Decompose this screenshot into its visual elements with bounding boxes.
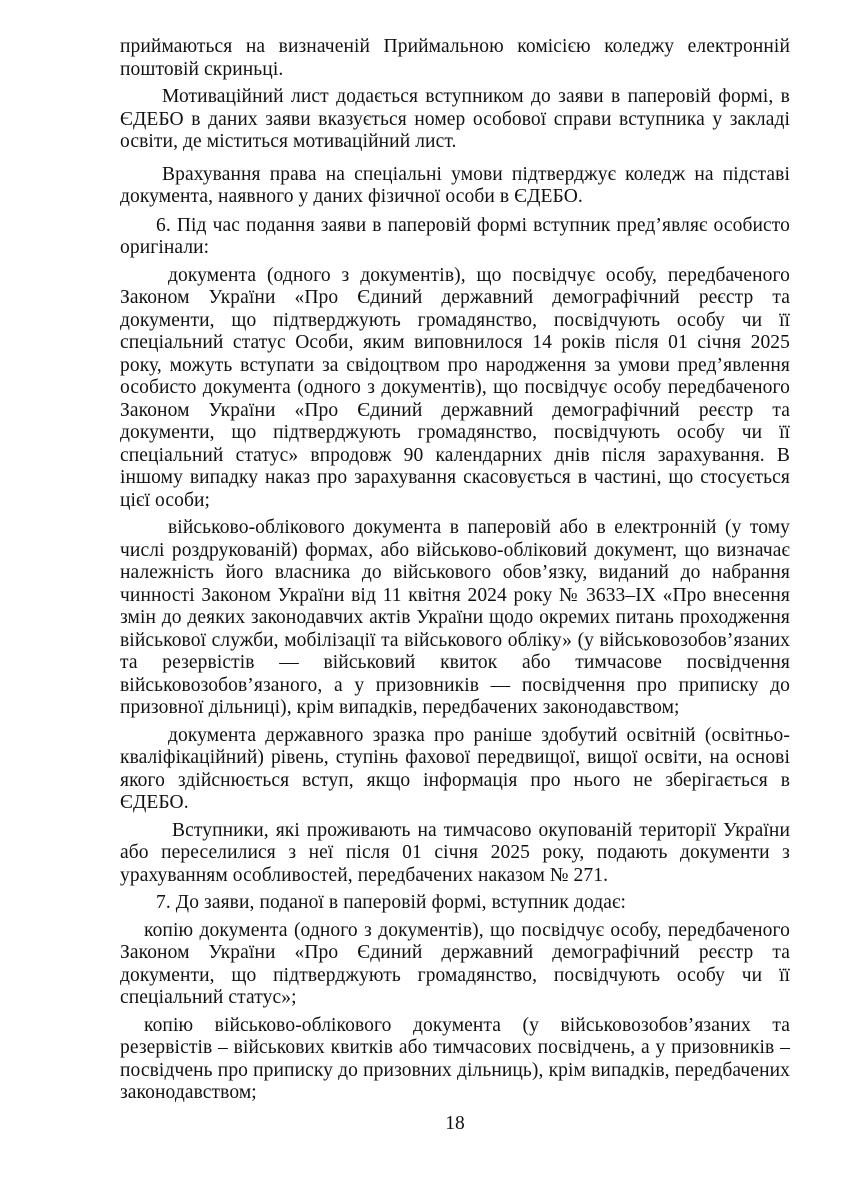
paragraph-7-education-document: документа державного зразка про раніше здобутий освітній (освітньо-кваліфікаційний) рівень, ступінь фахової передвищої, вищої освіти, на основі якого здійснюється вступ, якщо інформація про нього не зберігається в ЄДЕБО. xyxy=(120,724,790,813)
page-number: 18 xyxy=(445,1112,465,1134)
paragraph-6-military-record-document: військово-облікового документа в паперовій або в електронній (у тому числі роздрукованій) формах, або військово-обліковий документ, що визначає належність його власника до військового обов’язку, виданий до набрання чинності Законом України від 11 квітня 2024 року № 3633–IX «Про внесення змін до деяких законодавчих актів України щодо окремих питань проходження військової служби, мобілізації та військового обліку» (у військовозобов’язаних та резервістів — військовий квиток або тимчасове посвідчення військовозобов’язаного, а у призовників — посвідчення про приписку до призовної дільниці), крім випадків, передбачених законодавством; xyxy=(120,517,790,718)
document-text-block xyxy=(120,36,790,1135)
paragraph-5-identity-document: документа (одного з документів), що посвідчує особу, передбаченого Законом України «Про Єдиний державний демографічний реєстр та документи, що підтверджують громадянство, посвідчують особу чи її спеціальний статус Особи, яким виповнилося 14 років після 01 січня 2025 року, можуть вступати за свідоцтвом про народження за умови пред’явлення особисто документа (одного з документів), що посвідчує особу передбаченого Законом України «Про Єдиний державний демографічний реєстр та документи, що підтверджують громадянство, посвідчують особу чи її спеціальний статус» впродовж 90 календарних днів після зарахування. В іншому випадку наказ про зарахування скасовується в частині, що стосується цієї особи; xyxy=(120,264,790,511)
paragraph-2-motivation-letter: Мотиваційний лист додається вступником до заяви в паперовій формі, в ЄДЕБО в даних заяви вказується номер особової справи вступника у закладі освіти, де міститься мотиваційний лист. xyxy=(120,86,790,152)
paragraph-8-occupied-territory: Вступники, які проживають на тимчасово окупованій території України або переселилися з неї після 01 січня 2025 року, подають документи з урахуванням особливостей, передбачених наказом № 271. xyxy=(120,819,790,886)
paragraph-11-military-copy: копію військово-облікового документа (у військовозобов’язаних та резервістів – військових квитків або тимчасових посвідчень, а у призовників – посвідчень про приписку до призовних дільниць), крім випадків, передбачених законодавством; xyxy=(120,1014,790,1103)
paragraph-9-item-7-attachments: 7. До заяви, поданої в паперовій формі, вступник додає: xyxy=(156,892,627,913)
paragraph-4-item-6-originals: 6. Під час подання заяви в паперовій формі вступник пред’являє особисто оригінали: xyxy=(120,214,790,258)
paragraph-1-email-continuation: приймаються на визначеній Приймальною комісією коледжу електронній поштовій скриньці. xyxy=(120,36,790,80)
paragraph-3-special-conditions: Врахування права на спеціальні умови підтверджує коледж на підставі документа, наявного у даних фізичної особи в ЄДЕБО. xyxy=(120,163,790,207)
paragraph-10-identity-copy: копію документа (одного з документів), що посвідчує особу, передбаченого Законом України «Про Єдиний державний демографічний реєстр та документи, що підтверджують громадянство, посвідчують особу чи її спеціальний статус»; xyxy=(120,919,790,1008)
